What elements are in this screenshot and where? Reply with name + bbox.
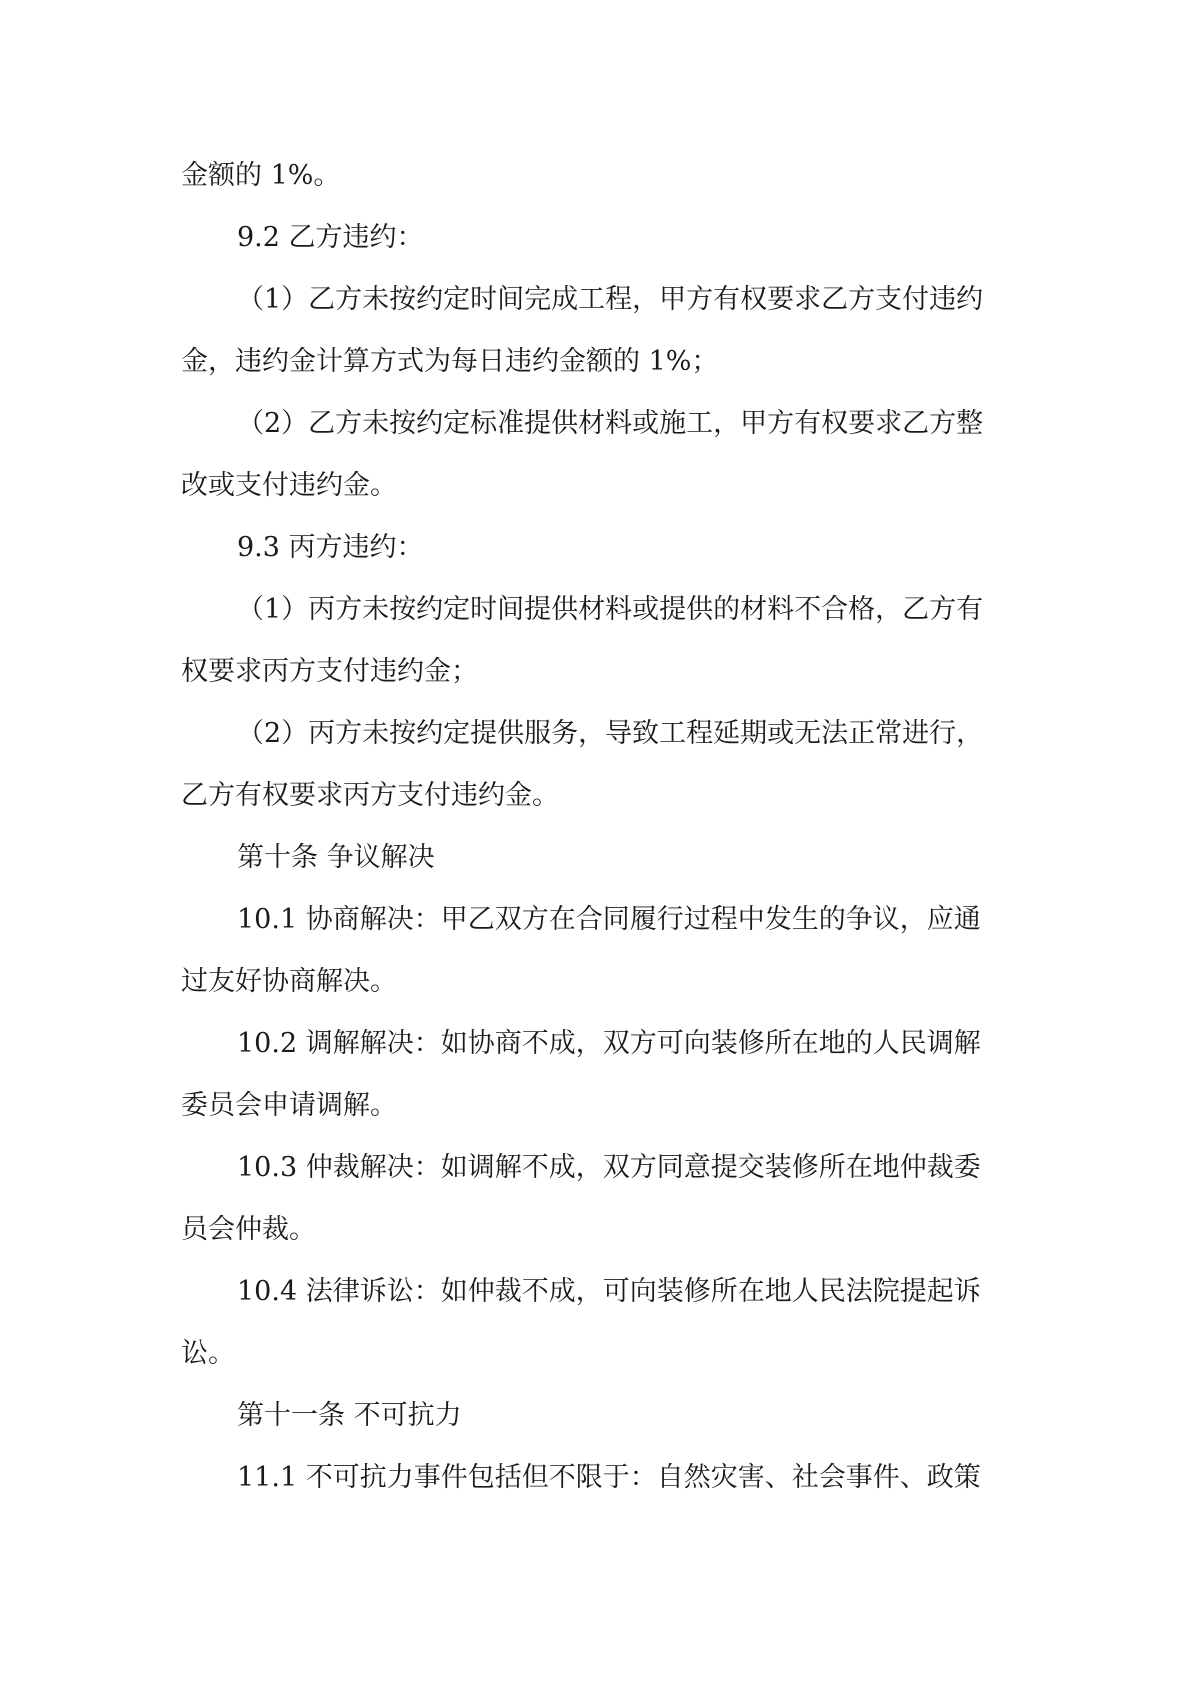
text-line: 委员会申请调解。	[181, 1090, 397, 1121]
document-body	[181, 145, 1019, 1509]
text-line: 员会仲裁。	[181, 1214, 316, 1245]
text-line: （2）乙方未按约定标准提供材料或施工，甲方有权要求乙方整	[237, 408, 984, 439]
text-line: 金，违约金计算方式为每日违约金额的 1%；	[181, 346, 719, 377]
text-line: 金额的 1%。	[181, 160, 341, 191]
article-heading-11: 第十一条 不可抗力	[237, 1400, 462, 1431]
text-line: 权要求丙方支付违约金；	[181, 656, 478, 687]
text-line: （1）丙方未按约定时间提供材料或提供的材料不合格，乙方有	[237, 594, 984, 625]
text-line: 10.1 协商解决：甲乙双方在合同履行过程中发生的争议，应通	[237, 904, 981, 935]
text-line: 10.2 调解解决：如协商不成，双方可向装修所在地的人民调解	[237, 1028, 981, 1059]
text-line: 10.3 仲裁解决：如调解不成，双方同意提交装修所在地仲裁委	[237, 1152, 981, 1183]
text-line: 10.4 法律诉讼：如仲裁不成，可向装修所在地人民法院提起诉	[237, 1276, 981, 1307]
text-line: （2）丙方未按约定提供服务，导致工程延期或无法正常进行，	[237, 718, 984, 749]
clause-heading-9-2: 9.2 乙方违约：	[237, 222, 424, 253]
text-line: 改或支付违约金。	[181, 470, 397, 501]
clause-heading-9-3: 9.3 丙方违约：	[237, 532, 424, 563]
text-line: （1）乙方未按约定时间完成工程，甲方有权要求乙方支付违约	[237, 284, 984, 315]
text-line: 乙方有权要求丙方支付违约金。	[181, 780, 559, 811]
text-line: 讼。	[181, 1338, 235, 1369]
text-line: 过友好协商解决。	[181, 966, 397, 997]
text-line: 11.1 不可抗力事件包括但不限于：自然灾害、社会事件、政策	[237, 1462, 981, 1493]
article-heading-10: 第十条 争议解决	[237, 842, 435, 873]
